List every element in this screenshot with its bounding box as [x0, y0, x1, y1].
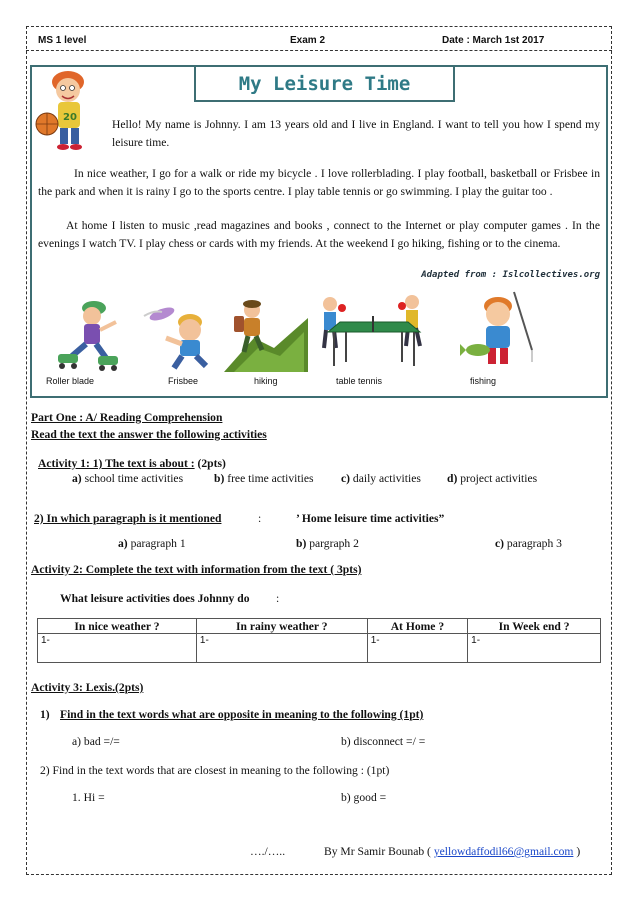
- table-header-row: [38, 619, 601, 634]
- activity3-q1-number: 1): [40, 708, 50, 721]
- date-label: Date : March 1st 2017: [442, 35, 545, 46]
- answer-cell-week-end[interactable]: 1-: [468, 634, 601, 663]
- activity1-q2-quote: ’ Home leisure time activities”: [296, 512, 445, 525]
- activity3-q2-b[interactable]: b) good =: [341, 791, 387, 804]
- activity1-heading: Activity 1: 1) The text is about : (2pts): [38, 457, 226, 470]
- table-row: [38, 634, 601, 663]
- part-one-title: Part One : A/ Reading Comprehension: [31, 411, 223, 424]
- activity1-option-d[interactable]: d) project activities: [447, 472, 538, 485]
- answer-cell-at-home[interactable]: 1-: [367, 634, 467, 663]
- level-label: MS 1 level: [38, 35, 87, 46]
- answer-cell-rainy-weather[interactable]: 1-: [196, 634, 367, 663]
- activity1-q2-option-a[interactable]: a) paragraph 1: [118, 537, 186, 550]
- activity3-q1-b[interactable]: b) disconnect =/ =: [341, 735, 426, 748]
- column-rainy-weather: In rainy weather ?: [196, 619, 367, 634]
- column-at-home: At Home ?: [367, 619, 467, 634]
- activity1-q2-option-c[interactable]: c) paragraph 3: [495, 537, 562, 550]
- answer-cell-nice-weather[interactable]: 1-: [38, 634, 197, 663]
- activity1-option-a[interactable]: a) school time activities: [72, 472, 184, 485]
- column-week-end: In Week end ?: [468, 619, 601, 634]
- activity2-question: What leisure activities does Johnny do: [60, 592, 250, 605]
- activity1-q2-colon: :: [258, 512, 262, 525]
- paragraph-2: In nice weather, I go for a walk or ride my bicycle . I love rollerblading. I play football, basketball or Frisbee in the park and when it is rainy I go to the sports centre. I play table tennis or go swimming. I play the guitar too .: [38, 167, 600, 198]
- source-credit: Adapted from : Islcollectives.org: [421, 270, 600, 280]
- reading-title: My Leisure Time: [194, 65, 455, 102]
- header-divider: [26, 50, 612, 51]
- activity3-q1: Find in the text words what are opposite in meaning to the following (1pt): [60, 708, 424, 721]
- fishing-illustration: [460, 290, 544, 374]
- activity3-heading: Activity 3: Lexis.(2pts): [31, 681, 144, 694]
- activity1-q2-option-b[interactable]: b) pargraph 2: [296, 537, 359, 550]
- author-email-link[interactable]: yellowdaffodil66@gmail.com: [433, 845, 574, 858]
- roller-blade-illustration: [36, 296, 124, 372]
- activity1-q2: 2) In which paragraph is it mentioned: [34, 512, 222, 525]
- page-indicator: …./…..: [250, 845, 286, 858]
- activity2-heading: Activity 2: Complete the text with information from the text ( 3pts): [31, 563, 362, 576]
- column-nice-weather: In nice weather ?: [38, 619, 197, 634]
- activity3-q2: 2) Find in the text words that are closest in meaning to the following : (1pt): [40, 764, 390, 777]
- exam-label: Exam 2: [290, 35, 326, 46]
- paragraph-3: At home I listen to music ,read magazines and books , connect to the Internet or play computer games . In the evenings I watch TV. I play chess or cards with my friends. At the weekend I go hiking, fishing or to the cinema.: [38, 219, 600, 250]
- table-tennis-illustration: [316, 292, 436, 374]
- label-table-tennis: table tennis: [336, 376, 383, 386]
- activity1-option-c[interactable]: c) daily activities: [341, 472, 421, 485]
- activity2-question-colon: :: [276, 592, 280, 605]
- svg-text:20: 20: [63, 112, 77, 123]
- activity2-table: [37, 618, 601, 663]
- hiking-illustration: [224, 298, 308, 372]
- author-credit: By Mr Samir Bounab ( yellowdaffodil66@gmail.com ): [324, 845, 581, 858]
- activity3-q2-a[interactable]: 1. Hi =: [72, 791, 105, 804]
- boy-basketball-illustration: [32, 66, 100, 151]
- part-one-instruction: Read the text the answer the following activities: [31, 428, 267, 441]
- activity1-option-b[interactable]: b) free time activities: [214, 472, 314, 485]
- label-frisbee: Frisbee: [168, 376, 199, 386]
- paragraph-1: Hello! My name is Johnny. I am 13 years old and I live in England. I want to tell you how I spend my leisure time.: [112, 118, 600, 149]
- label-fishing: fishing: [470, 376, 497, 386]
- activity3-q1-a[interactable]: a) bad =/=: [72, 735, 120, 748]
- label-roller-blade: Roller blade: [46, 376, 95, 386]
- label-hiking: hiking: [254, 376, 278, 386]
- frisbee-illustration: [140, 300, 224, 372]
